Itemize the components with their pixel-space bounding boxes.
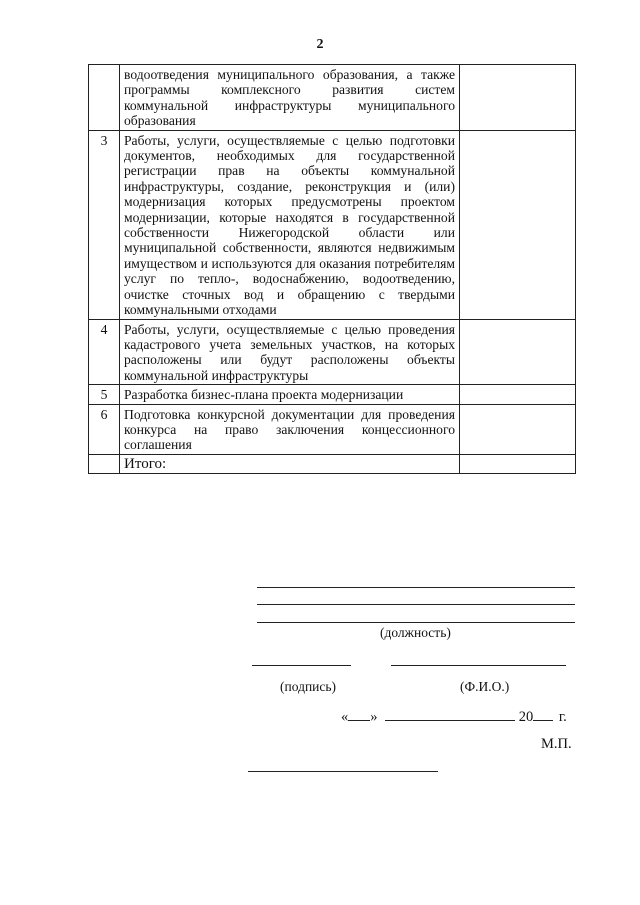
row-cost-cell (460, 130, 576, 319)
position-caption: (должность) (380, 625, 451, 640)
name-caption: (Ф.И.О.) (460, 679, 510, 694)
row-cost-cell (460, 385, 576, 404)
table-row (89, 130, 576, 319)
work-cost-table (88, 64, 576, 474)
date-close-quote: » (370, 709, 378, 725)
month-blank (385, 707, 515, 721)
table-row (89, 404, 576, 454)
row-description: Подготовка конкурсной документации для проведения конкурса на право заключения концессионного соглашения (120, 404, 460, 454)
stamp-label: М.П. (541, 736, 572, 752)
row-number: 3 (89, 130, 120, 319)
row-number: 4 (89, 319, 120, 385)
row-description: Работы, услуги, осуществляемые с целью подготовки документов, необходимых для государственной регистрации прав на объекты коммунальной инфраструктуры, создание, реконструкция и (или) модернизация которых предусмотрены проектом модернизации, которые находятся в государственной собственности Нижегородской области или муниципальной собственности, являются недвижимым имуществом и используются для оказания потребителям услуг по тепло-, водоснабжению, водоотведению, очистке сточных вод и обращению с твердыми коммунальными отходами (120, 130, 460, 319)
year-prefix: 20 (518, 709, 534, 725)
row-cost-cell (460, 65, 576, 131)
row-description: Разработка бизнес-плана проекта модернизации (120, 385, 460, 404)
signature-line (252, 665, 351, 666)
row-cost-cell (460, 404, 576, 454)
row-number: 6 (89, 404, 120, 454)
total-row (89, 454, 576, 473)
position-line-2 (257, 604, 575, 605)
signature-caption: (подпись) (280, 679, 337, 694)
position-line-3 (257, 622, 575, 623)
table-row (89, 385, 576, 404)
position-line-1 (257, 587, 575, 588)
date-open-quote: « (341, 709, 349, 725)
row-cost-cell (460, 319, 576, 385)
year-blank (533, 707, 553, 721)
total-value-cell (460, 454, 576, 473)
row-number: 5 (89, 385, 120, 404)
row-description: водоотведения муниципального образования, а также программы комплексного развития систем коммунальной инфраструктуры муниципального образования (120, 65, 460, 131)
day-blank (348, 707, 370, 721)
row-description: Работы, услуги, осуществляемые с целью проведения кадастрового учета земельных участков, на которых расположены или будут расположены объекты коммунальной инфраструктуры (120, 319, 460, 385)
total-label: Итого: (120, 454, 460, 473)
table-row (89, 65, 576, 131)
row-number (89, 65, 120, 131)
year-suffix: г. (558, 709, 567, 725)
date-field (341, 707, 567, 726)
bottom-line (248, 771, 438, 772)
name-line (391, 665, 566, 666)
table-row (89, 319, 576, 385)
total-number-cell (89, 454, 120, 473)
page-number: 2 (316, 37, 324, 52)
